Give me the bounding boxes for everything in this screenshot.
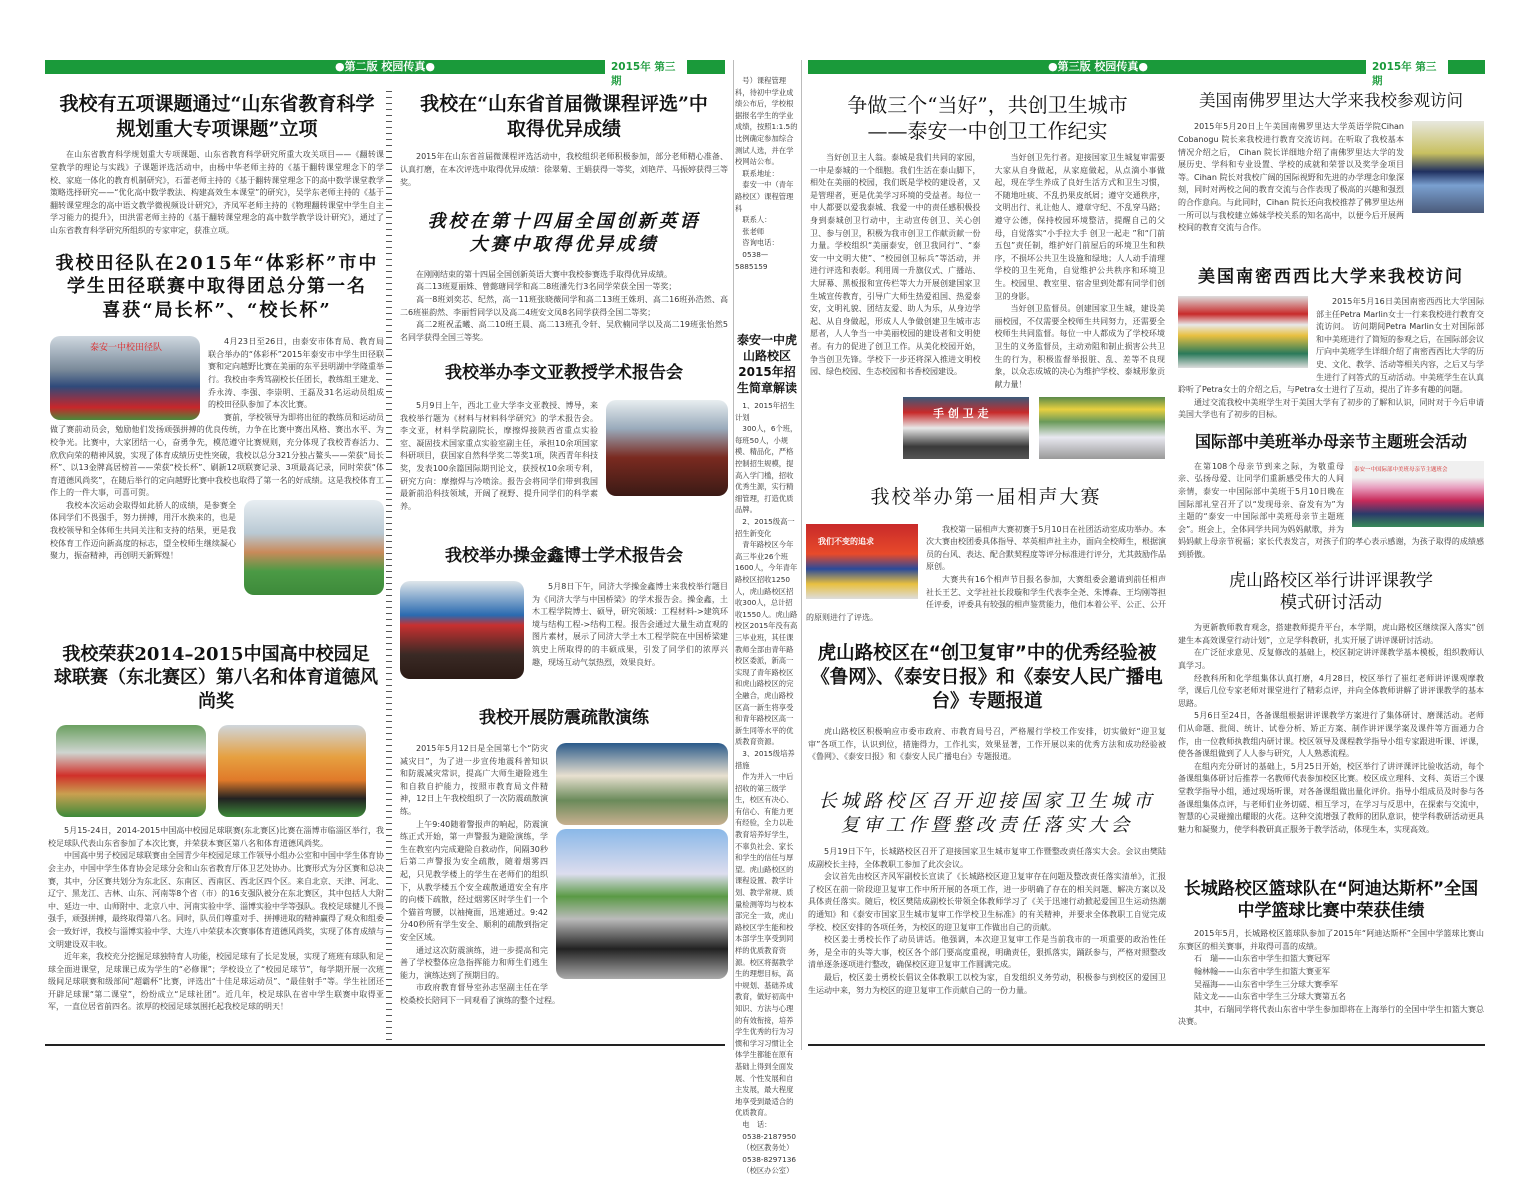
paragraph: 0538—5885159 [735, 249, 769, 271]
paragraph: 2、2015级高一招生新变化 [735, 517, 795, 538]
issue-label: 2015年 第三期 [1366, 60, 1448, 74]
paragraph: （校区办公室） [742, 1166, 794, 1176]
paragraph: 5月9日上午，西北工业大学李文亚教授、博导，来我校举行题为《材料与材料科学研究》的学术报告会。李文亚，材料学院副院长，摩擦焊接陕西省重点实验室、凝固技术国家重点实验室副主任，承担10余项国家科研项目，获国家自然科学奖二等奖1项，陕西青年科技奖，发表100余篇国际期刊论文，获授权10余项专利，研究方向：摩擦焊与冷喷涂。报告会将同学们带到我国最新前沿科技领域，开阔了视野、提升同学们的科学素养。 [400, 401, 598, 511]
paragraph: 联系地址： [742, 168, 779, 178]
headline: 长城路校区篮球队在“阿迪达斯杯”全国中学篮球比赛中荣获佳绩 [1183, 879, 1479, 922]
paragraph: 上午9:40随着警报声的响起，防震演练正式开始，第一声警报为避险演练，学生在教室内完成避险自救动作，间隔30秒后第二声警报为安全疏散，随着烟雾四起，只见教学楼上的学生在老师们的组织下，从教学楼五个安全疏散通道安全有序的向楼下疏散，经过烟雾区时学生们一个个猫首弯腰，以袖掩面，迅速通过。9:42分40秒所有学生安全、顺利的疏散到指定安全区域。 [400, 819, 548, 942]
paragraph: 号）课程管理科，待初中学业成绩公布后，学校根据报名学生的学业成绩，按照1:1.5的比例确定参加综合测试人选，并在学校网站公布。 [735, 76, 798, 167]
article-mothers-day [1178, 432, 1484, 562]
article-micro-course [400, 92, 728, 189]
paragraph: 高一8班刘奕芯、纪然，高一11班张晓薇同学和高二13班王姝玥、高二16班孙浩然、高二6班崔韵然、李丽哲同学以及高二4班安文凤8名同学获得全国二等奖； [400, 294, 728, 317]
admission-sidebar [735, 75, 799, 1177]
paragraph: 翰林翰——山东省中学生扣篮大赛亚军 [1194, 966, 1330, 976]
headline: 虎山路校区举行讲评课教学模式研讨活动 [1229, 571, 1433, 614]
paragraph: 2015年5月16日美国南密西西比大学国际部主任Petra Marlin女士一行来我校进行教育交流访问。 访问期间Petra Marlin女士对国际部和中美班进行了简短的参观之后，在国际部会议厅向中美班学生详细介绍了南密西西比大学的历史、文化、教学、活动等相关内容，之后又与学生进行了问答式的互动活动。中美班学生在认真聆听了Petra女士的介绍之后，与Petra女士进行了互动，提出了许多有趣的问题。 [1178, 297, 1484, 395]
photo-banner: 我们不变的追求 [818, 536, 874, 546]
article-cao-jinxin [400, 545, 728, 683]
paragraph: 经教科所和化学组集体认真打磨，4月28日，校区举行了崔红老师讲评课观摩教学，课后几位专家老师对课堂进行了精彩点评，并向全体教师讲解了讲评课教学的基本思路。 [1178, 673, 1484, 708]
article-body [400, 151, 728, 189]
headline: 我校有五项课题通过“山东省教育科学规划重大专项课题”立项 [59, 93, 375, 140]
usf-visit-photo [1412, 121, 1484, 213]
headline: 我校举办李文亚教授学术报告会 [445, 363, 683, 383]
photo-banner: 手 创 卫 走 [933, 407, 989, 421]
article-usf-visit [1178, 90, 1484, 235]
football-award-photo [56, 725, 206, 817]
article-body [50, 149, 384, 237]
classroom-drill-photo [556, 743, 728, 825]
relay-runners-photo [244, 500, 384, 595]
right-page-header [808, 60, 1485, 87]
paragraph: 我校第一届相声大赛初赛于5月10日在社团活动室成功举办。本次大赛由校团委具体指导、萃英相声社主办，面向全校师生，根据演员的台风、表达、配合默契程度等评分标准进行评分，尤其鼓励作品原创。 [926, 524, 1166, 572]
headline: 我校在“山东省首届微课程评选”中取得优异成绩 [420, 93, 708, 140]
issue-label: 2015年 第三期 [605, 60, 687, 74]
paragraph: 2015年5月20日上午美国南佛罗里达大学英语学院Cihan Cobanogu 院长来我校进行教育交流访问。在听取了我校基本情况介绍之后， Cihan 院长详细地介绍了南佛罗里达大学的发展历史、学科和专业设置、学校的成就和荣誉以及奖学金项目等。Cihan 院长对我校广阔的国际视野和先进的办学理念印象深刻，同时对两校之间的教育交流与合作表现了极高的兴趣和强烈的合作意向。与此同时，Cihan 院长还向我校推荐了佛罗里达州一所可以与我校建立姊妹学校关系的知名高中，以便今后开展两校间的教育交流与合作。 [1178, 122, 1404, 233]
football-opening-photo [218, 725, 366, 817]
article-body [808, 726, 1166, 764]
article-lecture-review [1178, 570, 1484, 836]
paragraph: 2015年5月12日是全国第七个“防灾减灾日”，为了进一步宣传地震科普知识和防震减灾常识，提高广大师生避险逃生和自救自护能力，按照市教育局文件精神，12日上午我校组织了一次防震疏散演练。 [400, 744, 548, 817]
paragraph: 当好创卫先行者。迎接国家卫生城复审需要大家从自身做起，从家庭做起，从点滴小事做起，现在学生养成了良好生活方式和卫生习惯，不随地吐痰、不乱扔果皮纸屑；遵守交通秩序，文明出行、礼让他人、遵章守纪、不乱穿马路；遵守公德，保持校园环境整洁，提醒自己的父母，自觉落实“小手拉大手 创卫一起走 ”和“门前五包”责任制，维护好门前屋后的环境卫生和秩序，不损坏公共卫生设施和绿地；人人动手清理学校的卫生死角，自觉维护公共秩序和环境卫生。校园里、教室里、宿舍里到处都有同学们创卫的身影。 [994, 153, 1165, 301]
article-usm-visit [1178, 266, 1484, 422]
paragraph: 我校本次运动会取得如此骄人的成绩，是参赛全体同学们不畏强手，努力拼搏，用汗水换来的，也是我校领导和全体师生共同关注和支持的结果，更是我校体育工作迈向新高度的标志，望全校师生继续凝心聚力，振奋精神，再创明天新辉煌！ [50, 500, 236, 561]
headline: 美国南密西西比大学来我校访问 [1198, 267, 1464, 287]
paragraph: （校区教务处） [742, 1143, 794, 1153]
headline: 长城路校区召开迎接国家卫生城市复审工作暨整改责任落实大会 [818, 791, 1156, 837]
paragraph: 虎山路校区积极响应市委市政府、市教育局号召，严格履行学校工作安排，切实做好“迎卫复审”各项工作，认识到位，措施得力，工作扎实，效果显著，工作开展以来的优秀方法和成功经验被《鲁网》、《泰安日报》和《泰安人民广播电台》专题报道。 [808, 727, 1166, 762]
paragraph: 高二13班夏丽姝、曾懿瑭同学和高二8班潘先行3名同学荣获全国一等奖； [416, 282, 677, 292]
article-crosstalk [806, 485, 1166, 624]
bottom-rule [45, 1044, 725, 1046]
article-football [48, 643, 384, 1014]
paragraph: 中国高中男子校园足球联赛由全国青少年校园足球工作领导小组办公室和中国中学生体育协会主办，中国中学生体育协会足球分会和山东省教育厅体卫艺处协办。比赛形式为分区赛和总决赛，其中，分区赛共划分为东北区、东南区、西南区、西北区四个区。来自北京、天津、河北、辽宁、黑龙江、吉林、山东、河南等8个省（市）的16支强队被分在东北赛区，其中包括人大附中、延边一中、山师附中、北京八中、河南实验中学、淄博实验中学等强队。我校足球健儿不畏强手，顽强拼搏，最终取得第八名。同时，队员们尊重对手、拼搏进取的精神赢得了观众和组委会一致好评，我校与淄博实验中学、大连八中荣获本次赛事体育道德风尚奖，实现了体育成绩与文明建设双丰收。 [48, 851, 384, 949]
paragraph: 5月6日至24日，各备课组根据讲评课教学方案进行了集体研讨、磨课活动。老师们从命题、批阅、统计、试卷分析、矫正方案、制作讲评课学案及课件等方面通力合作，由一位教师执教组内研讨课。校区领导及课程教学指导小组专家跟进听课、评课，使各备课组做到了人人参与研究，人人熟悉流程。 [1178, 711, 1484, 759]
headline: 我校田径队在2015年“体彩杯”市中学生田径联赛中取得团总分第一名 喜获“局长杯”、“校长杯” [55, 253, 379, 321]
photo-caption: 泰安一中校田径队 [90, 343, 163, 354]
paragraph: 为更新教师教育观念，搭建教师提升平台，本学期，虎山路校区继续深入落实“创建生本高效课堂行动计划”，立足学科教研，扎实开展了讲评课研讨活动。 [1178, 623, 1484, 645]
students-flag-photo [1039, 397, 1165, 459]
evacuation-photo [556, 829, 728, 979]
article-research-projects [50, 92, 384, 238]
article-body [735, 75, 799, 272]
column-divider [386, 88, 392, 1043]
mothers-day-photo [1352, 461, 1484, 527]
headline: 我校举办操金鑫博士学术报告会 [445, 546, 683, 566]
section-title: ●第三版 校园传真● [1047, 60, 1149, 73]
paragraph: 在组内充分研讨的基础上，5月25日开始，校区举行了讲评课评比验收活动，每个备课组集体研讨后推荐一名教师代表参加校区比赛。校区成立理科、文科、英语三个课堂教学指导小组，通过现场听课，对各备课组做出量化评价。指导小组成员及时参与各备课组集体点评，与老师们业务切磋、相互学习，在学习与反思中，在探索与交流中，智慧的心灵碰撞出耀眼的火花。这种交流增强了教师的团队意识，使学科教研活动更具魅力和凝聚力，使学科教研真正服务于教学活动，体现生本，实现高效。 [1178, 761, 1484, 834]
paragraph: 5月15-24日，2014-2015中国高中校园足球联赛(东北赛区)比赛在淄博市临淄区举行，我校足球队代表山东省参加了本次比赛，并荣获本赛区第八名和体育道德风尚奖。 [48, 826, 384, 848]
headline: 争做三个“当好”，共创卫生城市 [847, 93, 1128, 117]
article-track-team [50, 252, 384, 599]
paragraph: 4月23日至26日，由泰安市体育局、教育局联合举办的“体彩杯”2015年泰安市中学生田径联赛和定向越野比赛在美丽的东平县明湖中学隆重举行。我校由李秀笃副校长任团长，教练组王建龙、乔永涛、李强、李崇明、王磊及31名运动员组成的校田径队参加了本次比赛。 [208, 337, 384, 410]
article-media-coverage [808, 642, 1166, 764]
article-body [810, 152, 1165, 391]
paragraph: 1、2015年招生计划 [735, 401, 795, 422]
headline: 国际部中美班举办母亲节主题班会活动 [1194, 432, 1467, 451]
sanitation-volunteers-photo [903, 397, 1029, 459]
paragraph: 陆文龙——山东省中学生三分球大赛第五名 [1194, 992, 1346, 1002]
paragraph: 在山东省教育科学规划重大专项课题、山东省教育科学研究所重大攻关项目——《翻转课堂教学的理论与实践》子课题评选活动中，由杨中华老师主持的《基于翻转课堂理念下的学校、家庭一体化的教育机制研究》，石蕾老师主持的《基于翻转课堂理念下的高中数学课堂教学策略选择研究——“优化高中数学教法、构建高效生本课堂”的研究》，吴学东老师主持的《基于翻转课堂理念的高中语文教学微视频设计研究》，齐凤军老师主持的《物理翻转课堂中学生自主学习能力的提升》，田洪雷老师主持的《基于翻转课堂理念的高中数学教学设计研究》，通过了山东省教育科学研究所组织的专家审定，获准立项。 [50, 150, 384, 235]
column-divider [801, 60, 802, 1050]
headline: 美国南佛罗里达大学来我校参观访问 [1199, 91, 1463, 110]
paragraph: 当好创卫主人翁。泰城是我们共同的家园，一中是泰城的一个细胞。我们生活在泰山脚下，相处在美丽的校园，我们既是学校的建设者，又是管理者，更是优美学习环境的受益者。每位一中人都要以爱我泰城、我爱一中的责任感积极投身到泰城创卫行动中，主动宣传创卫、关心创卫、参与创卫，积极为我市创卫工作献贡献一份力量。学校组织“美丽泰安，创卫我同行”、“泰安一中文明大使”、“校园创卫标兵”等活动，并进行评选和表彰。利用周一升旗仪式、广播站、大屏幕、黑板报和宣传栏等大力开展创建国家卫生城宣传教育，引导广大师生热爱祖国、热爱泰安，文明礼貌、团结友爱、助人为乐，从身边学起、从自身做起，形成人人争做创建卫生城市志愿者，人人争当一中美丽校园的建设者和文明使者。有力的促进了创卫工作。从美化校园开始，争当创卫先锋。学校下一步还将深入推进文明校园、绿色校园、生态校园和书香校园建设。 [810, 153, 981, 377]
paragraph: 联系人： [742, 215, 772, 225]
usm-visit-photo [1178, 296, 1308, 368]
track-team-photo [50, 336, 200, 420]
article-body [1178, 928, 1484, 1029]
paragraph: 吴福海——山东省中学生三分球大赛季军 [1194, 979, 1338, 989]
headline: 我校荣获2014–2015中国高中校园足球联赛（东北赛区）第八名和体育道德风尚奖 [54, 644, 378, 712]
paragraph: 通过交流我校中美班学生对于美国大学有了初步的了解和认识，同时对于今后申请美国大学也有了初步的目标。 [1178, 397, 1484, 420]
article-changcheng-meeting [808, 790, 1166, 997]
paragraph: 2015年在山东省首届微课程评选活动中，我校组织老师积极参加，部分老师精心准备、认真打磨，在本次评选中取得优异成绩：徐翠菊、王娟获得一等奖，刘艳芹、马振婷获得三等奖。 [400, 152, 728, 187]
admission-headline: 泰安一中虎山路校区2015年招生简章解读 [736, 333, 797, 396]
headline: 我校在第十四届全国创新英语大赛中取得优异成绩 [427, 211, 701, 256]
paragraph: 泰安一中（青年路校区）课程管理科 [735, 180, 794, 213]
article-earthquake-drill [400, 707, 728, 1008]
section-title: ●第二版 校园传真● [334, 60, 436, 73]
subheadline: ——泰安一中创卫工作纪实 [867, 119, 1108, 143]
left-page-header [45, 60, 725, 87]
headline: 我校开展防震疏散演练 [479, 708, 649, 728]
crosstalk-photo [806, 524, 918, 599]
article-body [735, 400, 799, 1177]
article-body [48, 825, 384, 1014]
paragraph: 其中，石瑞同学将代表山东省中学生参加即将在上海举行的全国中学生扣篮大赛总决赛。 [1178, 1004, 1484, 1027]
bottom-rule [808, 1044, 1485, 1046]
paragraph: 赛前，学校领导为即将出征的教练员和运动员做了赛前动员会，勉励他们发扬顽强拼搏的优良传统，力争在比赛中赛出风格、赛出水平、为校争光。比赛中，大家团结一心，奋勇争先，模范遵守比赛规则，充分体现了我校青春活力、欣欣向荣的精神风貌，实现了体育成绩历史性突破，我校以总分321分独占鳌头——荣获“局长杯”、以13金牌高居榜首——荣获“校长杯”、刷新12项联赛记录、3项最高记录，同时荣获“体育道德风尚奖”，在随后举行的定向越野比赛中我校也取得了第一名的好成绩。这是我校体育工作上的一件大事，可喜可贺。 [50, 412, 384, 498]
paragraph: 0538-8297136 [742, 1154, 796, 1164]
paragraph: 张老师 [742, 226, 765, 236]
paragraph: 5月19日下午，长城路校区召开了迎接国家卫生城市复审工作暨整改责任落实大会。会议由樊陆成副校长主持，全体教职工参加了此次会议。 [808, 847, 1166, 869]
paragraph: 大赛共有16个相声节目报名参加，大赛组委会邀请到前任相声社长王艺、文学社社长段璇和学生代表李全尧、朱博森、王均刚等担任评委，评委具有较强的相声鉴赏能力，他们本着公平、公正、公开的原则进行了评选。 [806, 575, 1166, 622]
article-body [400, 269, 728, 345]
article-body [1178, 622, 1484, 836]
paragraph: 作为并入一中后招收的第三级学生，校区有决心、有信心、有能力更有经验，全力以赴教育培养好学生，不辜负社会、家长和学生的信任与厚望。虎山路校区的课程设置、教学计划、教学常规、质量检测等均与校本部完全一致，虎山路校区学生能和校本部学生享受到同样的优质教育资源。校区将据教学生的理想目标，高中规划、基础养成教育，做好初高中知识、方法与心理的有效衔接，培养学生优秀的行为习惯和学习习惯让全体学生都能在原有基础上得到全面发展、个性发展和自主发展，最大程度地享受到最适合的优质教育。 [735, 772, 794, 1118]
article-li-wenya [400, 362, 728, 513]
paragraph: 2015年5月，长城路校区篮球队参加了2015年“阿迪达斯杯”全国中学篮球比赛山东赛区的相关赛事，并取得可喜的成绩。 [1178, 929, 1484, 951]
lecture-photo [606, 400, 728, 496]
paragraph: 5月8日下午，同济大学操金鑫博士来我校举行题目为《同济大学与中国桥梁》的学术报告会。操金鑫，土木工程学院博士、硕导，研究领域：工程材料->建筑环境与结构工程->结构工程。报告会通过大量生动直观的图片素材，展示了同济大学土木工程学院在中国桥梁建筑史上所取得的的丰硕成果，引发了同学们的浓厚兴趣，现场互动气氛热烈，效果良好。 [532, 582, 728, 667]
paragraph: 在刚刚结束的第十四届全国创新英语大赛中我校参赛选手取得优异成绩。 [416, 269, 672, 279]
article-body [808, 846, 1166, 997]
paragraph: 校区姜士勇校长作了动员讲话。他强调，本次迎卫复审工作是当前我市的一项重要的政治性任务，是全市的头等大事，校区各个部门要高度重视，明确责任，狠抓落实，踊跃参与，严格对照整改清单逐条逐项进行整改，确保校区迎卫复审工作圆满完成。 [808, 935, 1166, 970]
paragraph: 最后，校区姜士勇校长倡议全体教职工以校为家，自发组织义务劳动，积极参与到校区的爱国卫生运动中来，努力为校区的迎卫复审工作贡献自己的一份力量。 [808, 973, 1166, 995]
paragraph: 高二2班祝孟曦、高二10班王晨、高二13班孔令轩、吴欣楠同学以及高二19班张怡然5名同学获得全国三等奖。 [400, 320, 728, 342]
paragraph: 青年路校区今年高三毕业26个班1600人，今年青年路校区招收1250人，虎山路校区招收300人，总计招收1550人。虎山路校区2015年没有高三毕业班，其任课教师全部由青年路校区委派，新高一实现了青年路校区和虎山路校区的完全融合，虎山路校区高一新生将享受和青年路校区高一新生同等水平的优质教育资源。 [735, 540, 798, 747]
column-divider [733, 60, 734, 1050]
paragraph: 近年来，我校充分挖掘足球独特育人功能，校园足球有了长足发展，实现了班班有球队和足球全面进课堂，足球课已成为学生的“必修课”；学校设立了“校园足球节”，每学期开展一次班级间足球联赛和级部间“超霸杯”比赛，评选出“十佳足球运动员”、“最佳射手”等。学生社团还开辟足球课“第二课堂”，纷纷成立“足球社团”。近几年，校足球队在省中学生联赛中取得亚军，一直位居省前四名。浓厚的校园足球氛围托起我校足球的明天！ [48, 952, 384, 1012]
article-sanitary-city [810, 92, 1165, 459]
paragraph: 会议首先由校区齐风军副校长宣读了《长城路校区迎卫复审存在问题及整改责任落实清单》，汇报了校区在前一阶段迎卫复审工作中所开展的各项工作，进一步明确了存在的相关问题、解决方案以及具体责任落实。随后，校区樊陆成副校长带领全体教师学习了《关于迅速行动掀起爱国卫生运动热潮的通知》和《泰安市国家卫生城市复审工作学校卫生标准》的有关精神，并要求全体教职工自觉完成学校、校区安排的各项任务，为校区的迎卫复审工作做出自己的贡献。 [808, 872, 1166, 932]
paragraph: 当好创卫监督员。创建国家卫生城，建设美丽校园，不仅需要全校师生共同努力，还需要全校师生共同监督。每位一中人都成为了学校环境卫生的义务监督员，主动劝阻和制止损害公共卫生的行为，积极监督举报脏、乱、差等不良现象，以众志成城的决心为维护学校、泰城形象贡献力量！ [994, 304, 1165, 389]
article-english-contest [400, 210, 728, 344]
paragraph: 在第108个母亲节到来之际，为敬重母亲、弘扬母爱、让同学们重新感受伟大的人间亲情，泰安一中国际部中美班于5月10日晚在国际部礼堂召开了以“发现母亲、奋发有为”为主题的“泰安一中国际部中美班母亲节主题班会”。班会上，全体同学共同为妈妈献歌，并为妈妈献上母亲节祝福；家长代表发言，对孩子们的孝心表示感谢，为孩子取得的成绩感到骄傲。 [1178, 461, 1484, 559]
paragraph: 通过这次防震演练，进一步提高和完善了学校整体应急指挥能力和师生们逃生能力，演练达到了预期目的。 [400, 945, 548, 980]
bridge-lecture-photo [400, 581, 524, 679]
paragraph: 3、2015级培养措施 [735, 748, 795, 770]
paragraph: 0538-2187950 [742, 1131, 796, 1141]
headline: 虎山路校区在“创卫复审”中的优秀经验被《鲁网》、《泰安日报》和《泰安人民广播电台》专题报道 [811, 643, 1163, 713]
paragraph: 石 瑞——山东省中学生扣篮大赛冠军 [1194, 954, 1330, 964]
article-basketball [1178, 878, 1484, 1029]
paragraph: 电 话： [742, 1119, 772, 1129]
paragraph: 300人，6个班，每班50人，小规模、精品化，严格控制招生规模，提高入学门槛，招收优秀生源，实行精细管理，打造优质品牌。 [735, 424, 798, 515]
paragraph: 咨询电话： [742, 238, 779, 248]
headline: 我校举办第一届相声大赛 [870, 486, 1102, 508]
paragraph: 市政府教育督导室孙志坚副主任在学校桑校长陪同下一同观看了演练的整个过程。 [400, 983, 560, 1005]
photo-banner: 泰安一中国际部中美班母亲节主题班会 [1354, 466, 1448, 473]
paragraph: 在广泛征求意见、反复修改的基础上，校区制定讲评课教学基本模板，组织教师认真学习。 [1178, 648, 1484, 670]
